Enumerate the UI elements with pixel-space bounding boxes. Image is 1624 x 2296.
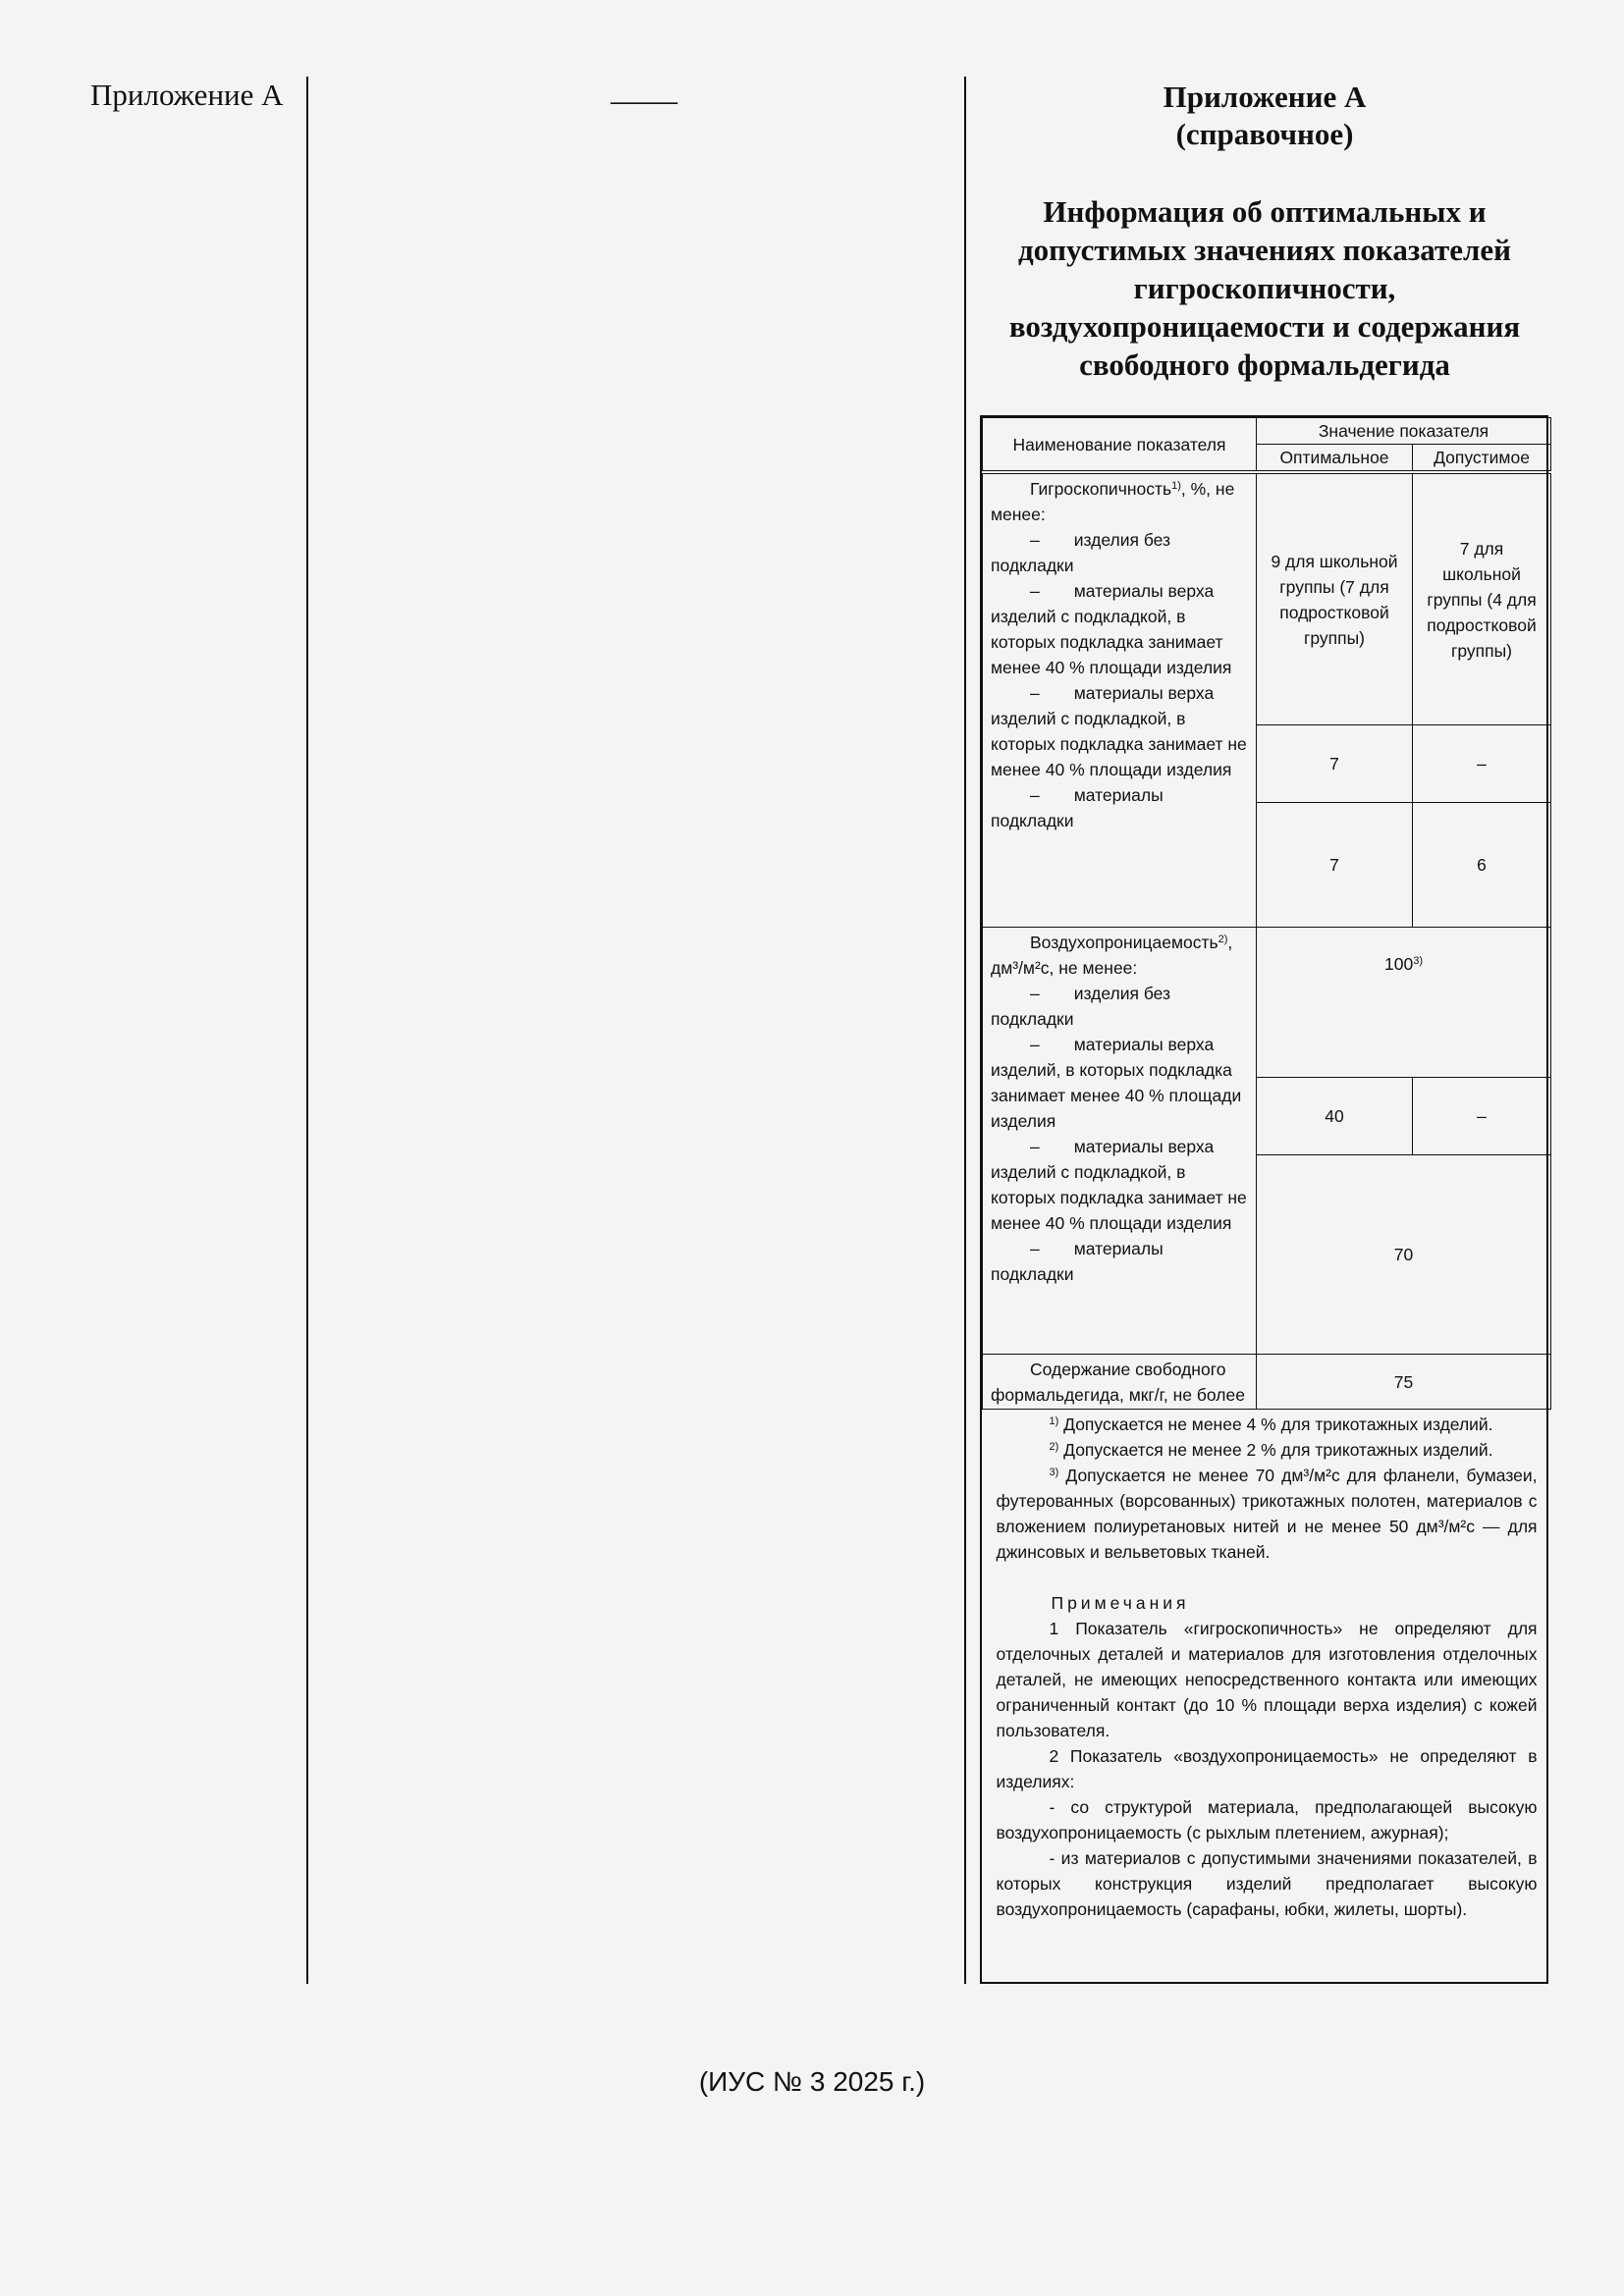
- table-row: [983, 928, 1551, 1078]
- hygro-item-4: – материалы подкладки: [991, 785, 1164, 830]
- air-r3-value: 70: [1257, 1155, 1551, 1355]
- appendix-header: [980, 79, 1549, 384]
- hygro-r2-optimal: 7: [1257, 725, 1413, 803]
- left-appendix-label: Приложение А: [90, 78, 284, 112]
- header-allowed: Допустимое: [1413, 445, 1551, 473]
- air-r2-allowed: –: [1413, 1078, 1551, 1155]
- footnotes-row: [983, 1410, 1551, 1927]
- hygro-name-cell: [983, 472, 1257, 928]
- formaldehyde-name-cell: Содержание свободного формальдегида, мкг/г, не более: [983, 1355, 1257, 1410]
- footer-ius: (ИУС № 3 2025 г.): [698, 2066, 926, 2097]
- footnote-2: $^{2)}$ Допускается не менее 2 % для трикотажных изделий.: [1049, 1440, 1493, 1460]
- air-r2-optimal: 40: [1257, 1078, 1413, 1155]
- air-item-2: – материалы верха изделий, в которых подкладка занимает менее 40 % площади изделия: [991, 1035, 1242, 1131]
- hygro-r3-optimal: 7: [1257, 803, 1413, 928]
- air-item-3: – материалы верха изделий с подкладкой, в которых подкладка занимает не менее 40 % площади изделия: [991, 1137, 1247, 1233]
- hygro-r1-allowed: 7 для школьной группы (4 для подростковой группы): [1413, 472, 1551, 725]
- header-optimal: Оптимальное: [1257, 445, 1413, 473]
- air-r1-value: 100$^{3)}$: [1257, 928, 1551, 1078]
- left-column-rule: [306, 77, 308, 1984]
- note-2: 2 Показатель «воздухопроницаемость» не определяют в изделиях:: [996, 1746, 1538, 1791]
- indicators-table: [980, 415, 1548, 1984]
- hygro-r3-allowed: 6: [1413, 803, 1551, 928]
- table-row: [983, 472, 1551, 725]
- header-indicator-value: Значение показателя: [1257, 418, 1551, 445]
- appendix-subtitle: (справочное): [1175, 117, 1354, 151]
- note-2b: - из материалов с допустимыми значениями показателей, в которых конструкция изделий предполагает высокую воздухопроницаемость (сарафаны, юбки, жилеты, шорты).: [996, 1848, 1538, 1919]
- hygro-r2-allowed: –: [1413, 725, 1551, 803]
- air-name-cell: [983, 928, 1257, 1355]
- hygro-title: Гигроскопичность$^{1)}$, %, не менее:: [991, 479, 1235, 524]
- hygro-item-2: – материалы верха изделий с подкладкой, в которых подкладка занимает менее 40 % площади изделия: [991, 581, 1232, 677]
- footnotes-cell: [983, 1410, 1551, 1927]
- note-1: 1 Показатель «гигроскопичность» не определяют для отделочных деталей и материалов для изготовления отделочных деталей, не имеющих непосредственного контакта или имеющих ограниченный контакт (до 10 % площади верха изделия) с кожей пользователя.: [996, 1619, 1538, 1740]
- note-2a: - со структурой материала, предполагающей высокую воздухопроницаемость (с рыхлым плетением, ажурная);: [996, 1797, 1538, 1842]
- info-title: Информация об оптимальных и допустимых значениях показателей гигроскопичности, воздухопроницаемости и содержания свободного формальдегида: [1008, 194, 1521, 382]
- air-title: Воздухопроницаемость$^{2)}$, дм³/м²с, не менее:: [991, 933, 1233, 978]
- footnote-3: $^{3)}$ Допускается не менее 70 дм³/м²с для фланели, бумазеи, футерованных (ворсованных) трикотажных полотен, материалов с вложением полиуретановых нитей и не менее 50 дм³/м²с — для джинсовых и вельветовых тканей.: [996, 1466, 1538, 1562]
- formaldehyde-value: 75: [1257, 1355, 1551, 1410]
- table-header-row: [983, 418, 1551, 445]
- header-indicator-name: Наименование показателя: [983, 418, 1257, 473]
- notes-heading: Примечания: [1051, 1593, 1190, 1613]
- hygro-item-3: – материалы верха изделий с подкладкой, в которых подкладка занимает не менее 40 % площади изделия: [991, 683, 1247, 779]
- hygro-r1-optimal: 9 для школьной группы (7 для подростковой группы): [1257, 472, 1413, 725]
- appendix-title: Приложение А: [1163, 80, 1367, 114]
- footnote-1: $^{1)}$ Допускается не менее 4 % для трикотажных изделий.: [1049, 1415, 1493, 1434]
- middle-column-dash: ——: [611, 82, 677, 119]
- air-item-1: – изделия без подкладки: [991, 984, 1171, 1029]
- table-row: [983, 1355, 1551, 1410]
- right-column-rule: [964, 77, 966, 1984]
- hygro-item-1: – изделия без подкладки: [991, 530, 1171, 575]
- air-item-4: – материалы подкладки: [991, 1239, 1164, 1284]
